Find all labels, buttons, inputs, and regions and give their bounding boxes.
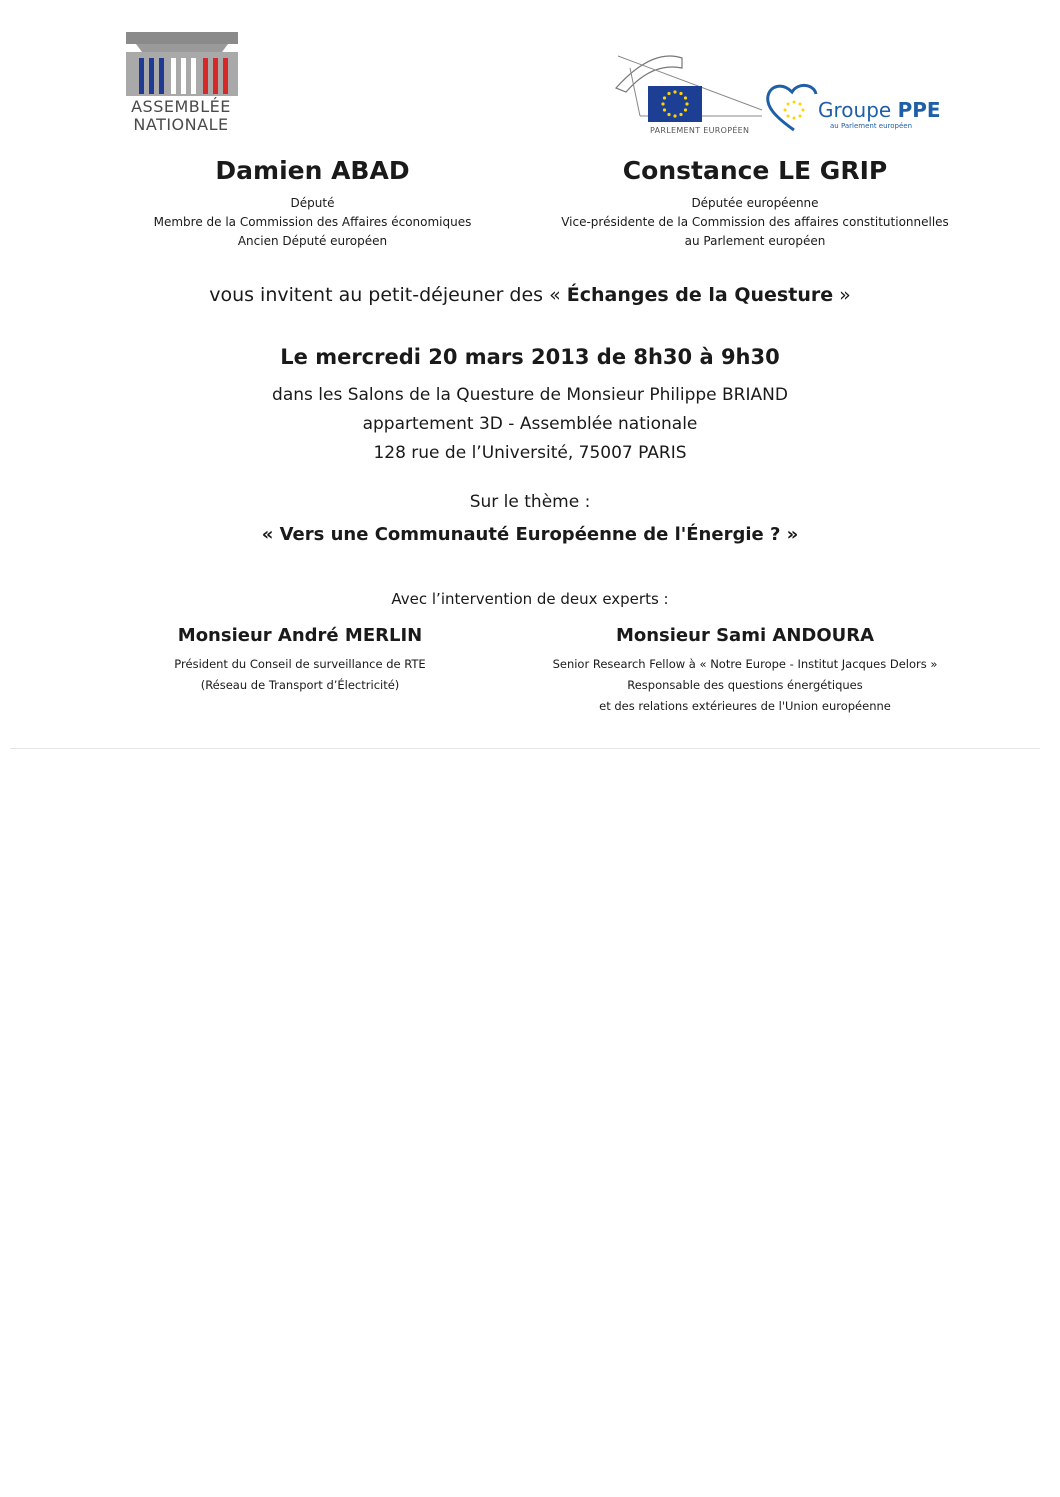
hemicycle-icon [122, 30, 242, 96]
venue-line: dans les Salons de la Questure de Monsieur Philippe BRIAND [272, 385, 788, 405]
expert-roles-andoura [505, 654, 985, 717]
parlement-europeen-logo [612, 48, 772, 140]
host-role-line: Membre de la Commission des Affaires économiques [153, 215, 472, 229]
assemblee-logo-line1: ASSEMBLÉE [131, 97, 231, 116]
ppe-logo-name [818, 98, 941, 122]
invitation-intro [0, 284, 1060, 306]
host-name-abad: Damien ABAD [215, 156, 410, 185]
event-venue [0, 381, 1060, 468]
host-roles-legrip [530, 194, 980, 251]
assemblee-nationale-logo [120, 28, 250, 138]
venue-line: 128 rue de l’Université, 75007 PARIS [373, 443, 687, 463]
heart-icon [764, 78, 824, 138]
host-role-line: Vice-présidente de la Commission des affaires constitutionnelles [561, 215, 949, 229]
assemblee-logo-text [120, 98, 242, 134]
venue-line: appartement 3D - Assemblée nationale [362, 414, 698, 434]
invitation-intro-prefix: vous invitent au petit-déjeuner des « [209, 284, 567, 306]
invitation-intro-suffix: » [833, 284, 851, 306]
host-roles-abad [110, 194, 515, 251]
expert-role-line: Responsable des questions énergétiques [627, 678, 863, 692]
host-role-line: au Parlement européen [684, 234, 826, 248]
expert-name-merlin: Monsieur André MERLIN [177, 625, 423, 646]
ppe-logo-prefix: Groupe [818, 98, 898, 122]
ppe-logo-subtitle: au Parlement européen [830, 122, 913, 130]
parliament-building-icon [612, 48, 772, 128]
event-date: Le mercredi 20 mars 2013 de 8h30 à 9h30 [280, 345, 780, 369]
experts-intro: Avec l’intervention de deux experts : [391, 590, 669, 608]
parlement-logo-caption: PARLEMENT EUROPÉEN [650, 126, 750, 135]
scan-divider [10, 748, 1040, 749]
expert-role-line: et des relations extérieures de l'Union européenne [599, 699, 891, 713]
expert-role-line: Senior Research Fellow à « Notre Europe - Institut Jacques Delors » [552, 657, 938, 671]
invitation-intro-bold: Échanges de la Questure [566, 284, 834, 306]
ppe-logo-bold: PPE [897, 98, 941, 122]
assemblee-logo-line2: NATIONALE [133, 115, 229, 134]
expert-role-line: Président du Conseil de surveillance de RTE [174, 657, 426, 671]
host-role-line: Députée européenne [691, 196, 819, 210]
expert-role-line: (Réseau de Transport d’Électricité) [200, 678, 400, 692]
host-role-line: Ancien Député européen [237, 234, 388, 248]
theme-title: « Vers une Communauté Européenne de l'Énergie ? » [261, 524, 799, 545]
expert-name-andoura: Monsieur Sami ANDOURA [615, 625, 875, 646]
theme-label: Sur le thème : [469, 492, 591, 512]
host-role-line: Député [290, 196, 335, 210]
groupe-ppe-logo [764, 78, 964, 138]
host-name-legrip: Constance LE GRIP [622, 156, 888, 185]
expert-roles-merlin [110, 654, 490, 696]
